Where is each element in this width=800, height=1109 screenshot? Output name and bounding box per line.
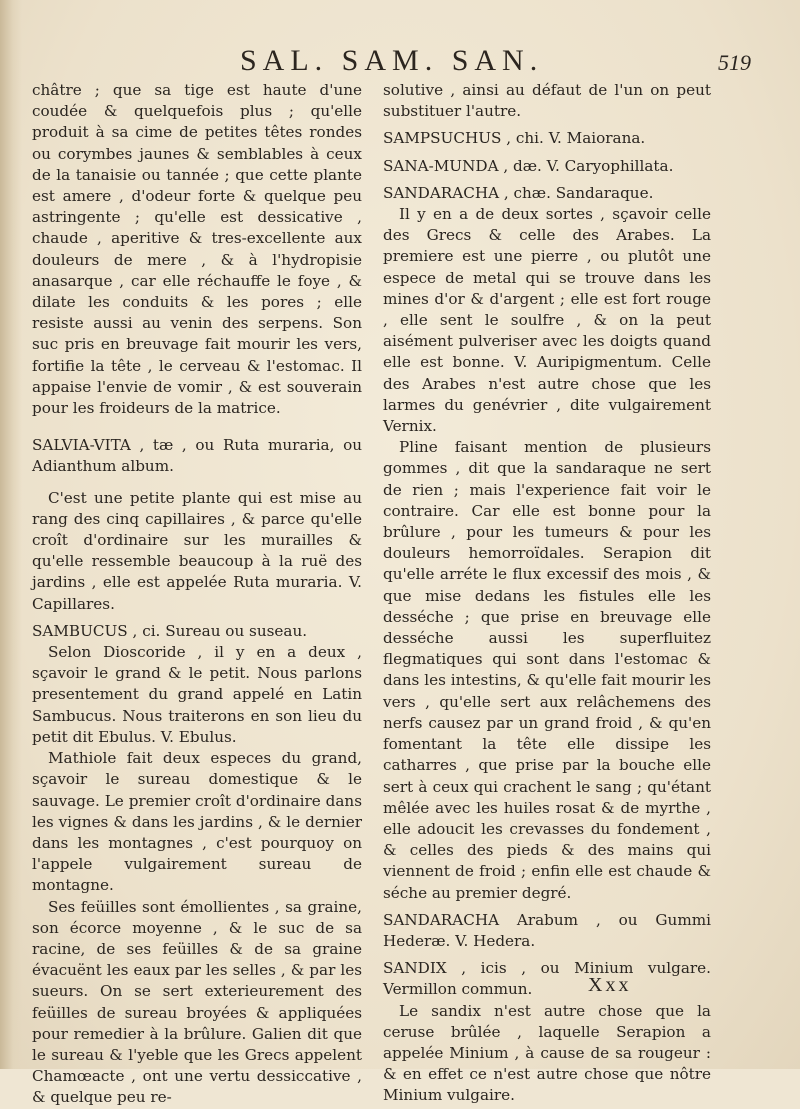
entry-sandaracha: SANDARACHA , chæ. Sandaraque.: [383, 183, 654, 202]
entry-sambucus: SAMBUCUS , ci. Sureau ou suseau.: [32, 621, 308, 640]
entry-sampsuchus: SAMPSUCHUS , chi. V. Maiorana.: [383, 129, 646, 148]
paragraph-sambucus-mathiole: Mathiole fait deux especes du grand, sçavoir le sureau domestique & le sauvage. Le premier croît d'ordinaire dans les vignes & dans les jardins , & le dernier dans les montagnes , c'est pourquoy on l'appele vulgairement sureau de montagne.: [32, 749, 362, 895]
entry-sandaracha-arabum: SANDARACHA Arabum , ou Gummi Hederæ. V. Hedera.: [383, 910, 711, 950]
paragraph-salvia-description: C'est une petite plante qui est mise au rang des cinq capillaires , & parce qu'elle croît d'ordinaire sur les murailles & qu'elle ressemble beaucoup à la ruë des jardins , elle est appelée Ruta muraria. V. Capillares.: [32, 488, 362, 613]
paragraph-solutive: solutive , ainsi au défaut de l'un on peut substituer l'autre.: [383, 81, 711, 121]
page-header: [0, 44, 800, 80]
paragraph-sandix-description: Le sandix n'est autre chose que la ceruse brûlée , laquelle Serapion a appelée Minium , à cause de sa rougeur : & en effet ce n'est autre chose que nôtre Minium vulgaire.: [383, 1001, 711, 1105]
right-column: [383, 80, 711, 1107]
paragraph-sambucus-dioscoride: Selon Dioscoride , il y en a deux , sçavoir le grand & le petit. Nous parlons presentement du grand appelé en Latin Sambucus. Nous traiterons en son lieu du petit dit Ebulus. V. Ebulus.: [32, 643, 362, 746]
running-head: SAL. SAM. SAN.: [240, 44, 544, 77]
paragraph-chatre: châtre ; que sa tige est haute d'une coudée & quelquefois plus ; qu'elle produit à sa cime de petites têtes rondes ou corymbes jaunes & semblables à ceux de la tanaisie ou tannée ; que cette plante est amere , d'odeur forte & quelque peu astringente ; qu'elle est dessicative , chaude , aperitive & tres-excellente aux douleurs de mere , & à l'hydropisie anasarque , car elle réchauffe le foye , & dilate les conduits & les pores ; elle resiste aussi au venin des serpens. Son suc pris en breuvage fait mourir les vers, fortifie la tête , le cerveau & l'estomac. Il appaise l'envie de vomir , & est souverain pour les froideurs de la matrice.: [32, 81, 362, 418]
paragraph-sandaracha-pline: Pline faisant mention de plusieurs gommes , dit que la sandaraque ne sert de rien ; mais l'experience fait voir le contraire. Car elle est bonne pour la brûlure , pour les tumeurs & pour les douleurs hemorroïdales. Serapion dit qu'elle arréte le flux excessif des mois , & que mise dedans les fistules elle les desséche ; que prise en breuvage elle desséche aussi les superfluitez flegmatiques qui sont dans l'estomac & dans les intestins, & qu'elle fait mourir les vers , qu'elle sert aux relâchemens des nerfs causez par un grand froid , & qu'en fomentant la tête elle dissipe les catharres , que prise par la bouche elle sert à ceux qui crachent le sang ; qu'étant mêlée avec les huiles rosat & de myrthe , elle adoucit les crevasses du fondement , & celles des pieds & des mains qui viennent de froid ; enfin elle est chaude & séche au premier degré.: [383, 438, 711, 902]
binding-shadow: [0, 0, 22, 1069]
left-column: [32, 80, 362, 1109]
entry-sana-munda: SANA-MUNDA , dæ. V. Caryophillata.: [383, 156, 674, 175]
paragraph-sambucus-feuilles: Ses feüilles sont émollientes , sa graine, son écorce moyenne , & le suc de sa racine, de ses feüilles & de sa graine évacuënt les eaux par les selles , & par les sueurs. On se sert exterieurement des feüilles de sureau broyées & appliquées pour remedier à la brûlure. Galien dit que le sureau & l'yeble que les Grecs appelent Chamœacte , ont une vertu dessiccative , & quelque peu re-: [32, 897, 362, 1107]
signature-mark: Xxx: [588, 974, 632, 996]
paragraph-sandaracha-sortes: Il y en a de deux sortes , sçavoir celle des Grecs & celle des Arabes. La premiere est une pierre , ou plutôt une espece de metal qui se trouve dans les mines d'or & d'argent ; elle est fort rouge , elle sent le soulfre , & on la peut aisément pulveriser avec les doigts quand elle est bonne. V. Auripigmentum. Celle des Arabes n'est autre chose que les larmes du genévrier , dite vulgairement Vernix.: [383, 205, 711, 436]
page-number: 519: [718, 50, 751, 75]
entry-salvia-vita: SALVIA-VITA , tæ , ou Ruta muraria, ou Adianthum album.: [32, 436, 362, 476]
entry-sandix: SANDIX , icis , ou Minium vulgare. Vermillon commun.: [383, 959, 711, 999]
